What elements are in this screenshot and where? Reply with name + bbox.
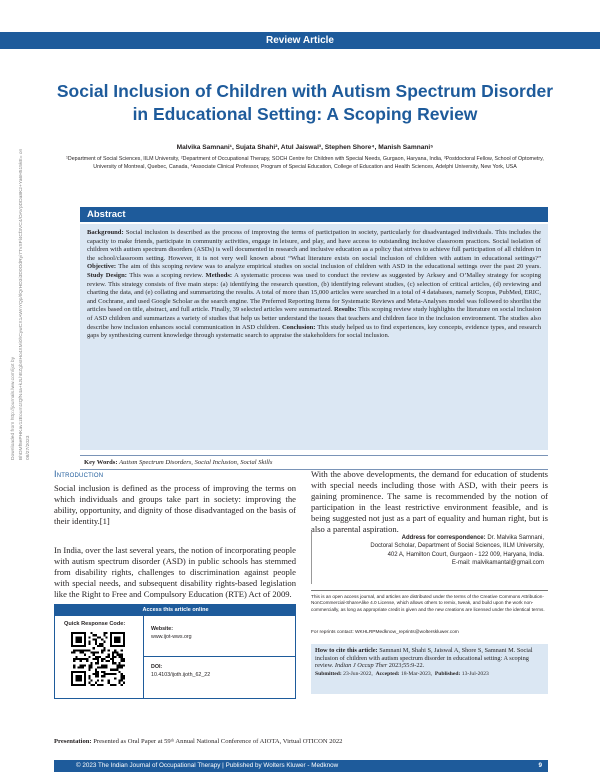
conclusion-text: This study helped us to find experiences, key concepts, evidence types, and research gaps by synthesizing current knowledge through systematic search to appraise the stakeholders for social inclusion. — [87, 323, 541, 340]
objective-label: Objective: — [87, 263, 117, 271]
divider — [311, 590, 548, 591]
article-type-banner — [0, 32, 600, 49]
background-text: Social inclusion is described as the process of improving the terms of participation in society, particularly for disadvantaged individuals. This includes the capacity to make friends, participate in community activities, engage in leisure, and play, and have access to outstanding inclusive classroom practices. Social isolation of children with autism spectrum disorders (ASDs) is well documented in research and inclusive education as a policy that strives to achieve full participation of all children in the school/classroom setting. However, it is not very well known about “What literature exists on social inclusion of children with autism in educational settings?” — [87, 229, 541, 262]
published-label: Published: — [434, 671, 461, 678]
keywords-label: Key Words: — [84, 459, 118, 466]
divider — [143, 656, 296, 657]
qr-label: Quick Response Code: — [64, 621, 126, 627]
accepted-date: 18-Mar-2023, — [400, 671, 433, 678]
doi-label: DOI: — [151, 664, 163, 670]
citation-box — [311, 644, 548, 694]
results-text: This scoping review study highlights the literature on social inclusion of ASD children and summarizes a variety of studies that help us better understand the issues that teachers and children face in the inclusion environment. The studies also describe how inclusion enhances social communication in ASD children. — [87, 306, 541, 331]
citation-journal: Indian J Occup Ther — [334, 662, 388, 670]
citation-label: How to cite this article: — [315, 647, 378, 654]
correspondence-name: Dr. Malvika Samnani, — [487, 535, 544, 541]
correspondence-line-1: Doctoral Scholar, Department of Social Sciences, IILM University, — [370, 543, 544, 550]
article-type-label: Review Article — [266, 35, 334, 46]
access-heading: Access this article online — [55, 605, 296, 616]
divider — [143, 616, 144, 699]
presentation-label: Presentation: — [54, 738, 92, 745]
citation-year: 2023;55:9-22. — [388, 662, 425, 670]
website-label: Website: — [151, 626, 173, 632]
accepted-label: Accepted: — [375, 671, 400, 678]
abstract-body — [80, 224, 548, 450]
website-link[interactable]: www.ijot-wws.org — [151, 634, 192, 640]
abstract-heading: Abstract — [80, 207, 548, 222]
presentation-text: Presented as Oral Paper at 59ᵗʰ Annual National Conference of AIOTA, Virtual OTICON 2022 — [93, 738, 343, 745]
author-list: Malvika Samnani¹, Sujata Shahi², Atul Jaiswal³, Stephen Shore⁴, Manish Samnani⁵ — [176, 144, 434, 151]
background-label: Background: — [87, 229, 124, 236]
download-sidebar — [4, 130, 44, 460]
open-access-notice: This is an open access journal, and articles are distributed under the terms of the Creative Commons Attribution-NonCommercial-ShareAlike 4.0 License, which allows others to remix, tweak, and build upon the work non-commercially, as long as appropriate credit is given and the new creations are licensed under the identical terms. — [311, 594, 545, 612]
affiliations: ¹Department of Social Sciences, IILM University, ²Department of Occupational Therapy, SOCH Centre for Children with Special Needs, Gurgaon, Haryana, India, ³Postdoctoral Fellow, School of Optometry, University of Montreal, Quebec, Canada, ⁴Associate Clinical Professor, Program of Special Education, College of Education and Health Sciences, Adelphi University, New York, USA — [66, 156, 544, 171]
methods-text: A systematic process was used to conduct the review as suggested by Arksey and O’Malley strategy for scoping review. This strategy consists of five main steps: (a) identifying the research question, (b) identifying relevant studies, (c) selection of critical articles, (d) reviewing and charting the data, and (e) collating and summarizing the results. A total of more than 15,000 articles were searched in a total of 4 databases, namely Scopus, PubMed, ERIC, and Cochrane, and used Google Scholar as the search engine. The Preferred Reporting Items for Systematic Reviews and Meta-Analyses model was followed to shortlist the articles based on title, abstract, and full article. Finally, 39 selected articles were summarized. — [87, 271, 541, 314]
access-online-box — [54, 604, 296, 699]
correspondence-box — [311, 532, 548, 584]
download-notice: Downloaded from http://journals.lww.com/ijot by BhDMf5ePHKav1zEoum1tQfN4a+kJLhEZgbsIHo4XMi0hCywCX1AWnYQp/IlQrHD3i3D0OdRyi7TvSFl4Cf3VC4/OAVpDDa8K2+Ya6H515kE= on 08/27/2023 — [11, 148, 31, 460]
correspondence-label: Address for correspondence: — [401, 535, 486, 541]
introduction-paragraph-3: With the above developments, the demand for education of students with special needs including those with ASD, with their peers is gaining prominence. The same is recommended by the notion of participation in the least restrictive environment feasible, and is being suggested not just as a part of equality and human right, but is also a parental aspiration. — [311, 469, 548, 534]
copyright: © 2023 The Indian Journal of Occupational Therapy | Published by Wolters Kluwer - Medknow — [76, 762, 339, 769]
introduction-heading: Introduction — [54, 469, 104, 479]
methods-label: Methods: — [205, 271, 233, 279]
objective-text: The aim of this scoping review was to analyze empirical studies on social inclusion of children with ASD in the educational settings over the past 20 years. — [118, 263, 541, 271]
citation-text: Samnani M, Shahi S, Jaiswal A, Shore S, Samnani M. Social inclusion of children with autism spectrum disorder in educational setting: A scoping review. — [315, 647, 533, 670]
presentation-note — [54, 738, 548, 745]
keywords-text: Autism Spectrum Disorders, Social Inclusion, Social Skills — [119, 459, 273, 466]
doi-link[interactable]: 10.4103/ijoth.ijoth_62_22 — [151, 672, 211, 678]
design-label: Study Design: — [87, 271, 127, 279]
page-footer — [54, 760, 548, 772]
page-number: 9 — [538, 762, 542, 769]
submitted-date: 23-Jun-2022, — [343, 671, 373, 678]
introduction-paragraph-1: Social inclusion is defined as the process of improving the terms on which individuals and groups take part in society: improving the ability, opportunity, and dignity of those disadvantaged on the basis of their identity.[1] — [54, 483, 296, 526]
correspondence-line-2: 402 A, Hamilton Court, Gurgaon - 122 009, Haryana, India. — [387, 551, 544, 558]
introduction-paragraph-2: In India, over the last several years, the notion of incorporating people with autism spectrum disorder (ASD) in public schools has stemmed from disability rights, challenges to discrimination against people with special needs, and subsequent disability rights-based legislation like the Right to Free and Compulsory Education (RTE) Act of 2009. — [54, 545, 296, 599]
correspondence-email[interactable]: E-mail: malvikamantal@gmail.com — [451, 559, 544, 566]
published-date: 13-Jul-2023 — [461, 671, 489, 678]
conclusion-label: Conclusion: — [281, 323, 316, 331]
citation-dates — [315, 671, 544, 679]
article-title: Social Inclusion of Children with Autism Spectrum Disorder in Educational Setting: A Scoping Review — [56, 81, 554, 124]
design-text: This was a scoping review. — [129, 271, 204, 279]
qr-code-icon — [71, 632, 125, 686]
submitted-label: Submitted: — [315, 671, 342, 678]
reprints-contact: For reprints contact: WKHLRPMedknow_reprints@wolterskluwer.com — [311, 630, 459, 635]
results-label: Results: — [334, 306, 357, 314]
keywords — [80, 455, 548, 470]
